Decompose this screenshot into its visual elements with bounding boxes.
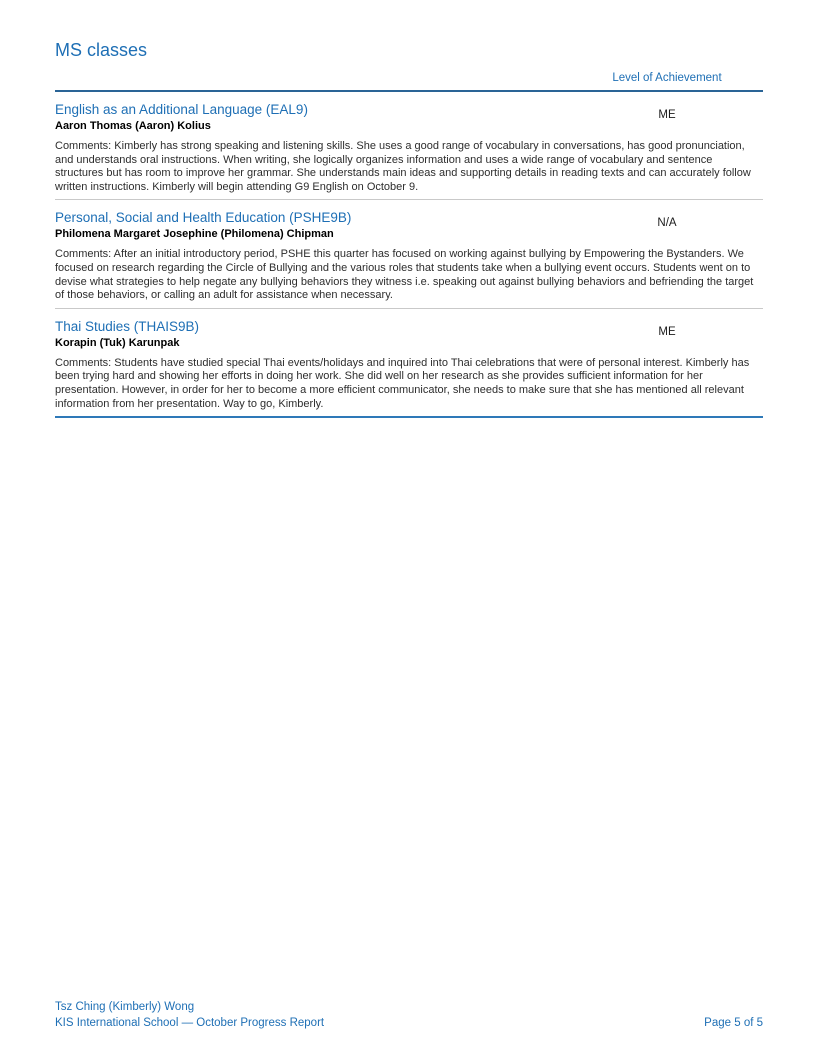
course-comments: Comments: Kimberly has strong speaking and listening skills. She uses a good range of vocabulary in conversations, has good pronunciation, and understands oral instructions. When writing, she logically organizes information and uses a wide range of vocabulary and sentence structures but has room to improve her grammar. She understands main ideas and supporting details in reading texts and can accurately follow written instructions. Kimberly will begin attending G9 English on October 9. [55,140,751,193]
course-section-eal9 [55,92,763,200]
course-comments: Comments: Students have studied special Thai events/holidays and inquired into Thai celebrations that were of personal interest. Kimberly has been trying hard and showing her efforts in doing her work. She did well on her research as she provides sufficient information for her presentation. However, in order for her to become a more efficient communicator, she needs to make sure that she has mentioned all relevant information from her presentation. Way to go, Kimberly. [55,356,750,410]
achievement-value: ME [658,325,676,338]
teacher-name: Aaron Thomas (Aaron) Kolius [55,120,211,132]
teacher-name: Philomena Margaret Josephine (Philomena) Chipman [55,228,334,241]
course-section-head [55,101,763,133]
course-title: Thai Studies (THAIS9B) [55,318,200,334]
achievement-value: ME [658,109,676,121]
page-footer [55,999,763,1031]
achievement-value: N/A [657,217,677,230]
course-block [55,209,602,241]
course-comments: Comments: After an initial introductory period, PSHE this quarter has focused on working against bullying by Empowering the Bystanders. We focused on research regarding the Circle of Bullying and the various roles that students take when a bullying event occurs. Students went on to devise what strategies to help negate any bullying behaviors they witness i.e. speaking out against bullying behaviors and befriending the target of those behaviors, or calling an adult for assistance when necessary. [55,248,754,302]
course-title: Personal, Social and Health Education (PSHE9B) [55,210,352,226]
course-block [55,101,602,133]
page-title: MS classes [55,40,148,60]
teacher-name: Korapin (Tuk) Karunpak [55,336,180,349]
achievement-column-header: Level of Achievement [612,72,722,84]
classes-table-header [55,72,763,92]
course-title: English as an Additional Language (EAL9) [55,102,308,117]
course-section-head [55,318,763,350]
footer-report-title: KIS International School — October Progress Report [55,1017,325,1029]
course-section-head [55,209,763,241]
course-block [55,318,602,350]
footer-page-number: Page 5 of 5 [704,1017,763,1029]
course-section-pshe9b [55,200,763,308]
footer-left [55,999,324,1031]
footer-student-name: Tsz Ching (Kimberly) Wong [55,1001,195,1013]
course-section-thais9b [55,309,763,418]
